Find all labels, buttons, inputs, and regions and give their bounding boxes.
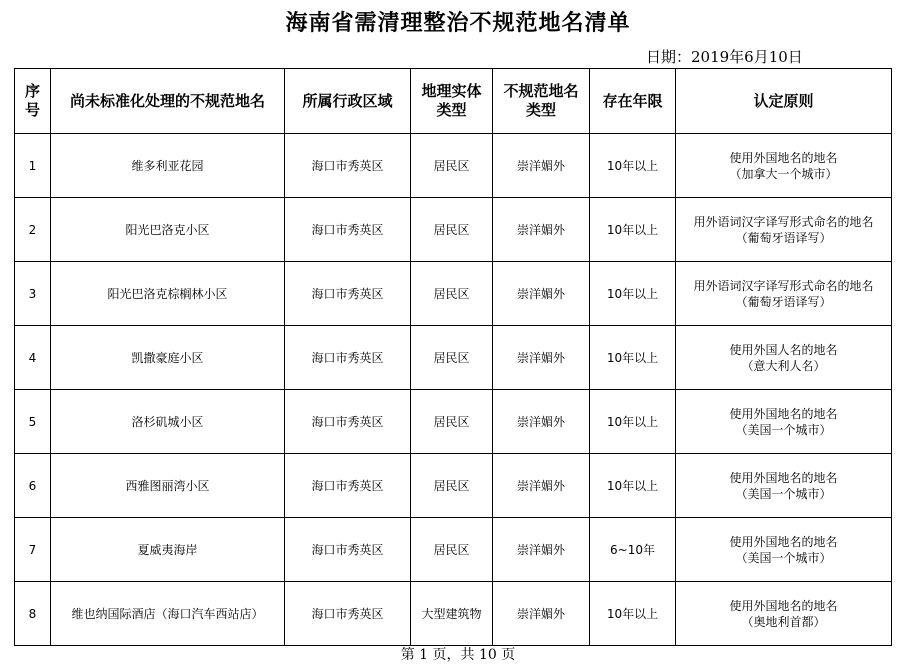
principle-note: （加拿大一个城市） bbox=[729, 166, 838, 181]
cell-place-name: 阳光巴洛克小区 bbox=[51, 198, 285, 262]
cell-geo-type: 居民区 bbox=[411, 326, 493, 390]
cell-region: 海口市秀英区 bbox=[285, 198, 411, 262]
principle-text: 用外语词汉字译写形式命名的地名 bbox=[693, 278, 874, 293]
cell-geo-type: 居民区 bbox=[411, 198, 493, 262]
cell-region: 海口市秀英区 bbox=[285, 390, 411, 454]
cell-principle bbox=[676, 454, 892, 518]
cell-region: 海口市秀英区 bbox=[285, 134, 411, 198]
table-row bbox=[15, 454, 892, 518]
principle-text: 使用外国人名的地名 bbox=[729, 342, 838, 357]
header-irregular-type: 不规范地名 类型 bbox=[493, 69, 590, 134]
cell-years: 10年以上 bbox=[590, 198, 676, 262]
cell-seq: 6 bbox=[15, 454, 51, 518]
place-name-table bbox=[14, 68, 892, 646]
principle-note: （美国一个城市） bbox=[735, 550, 832, 565]
cell-place-name: 维多利亚花园 bbox=[51, 134, 285, 198]
cell-principle bbox=[676, 198, 892, 262]
principle-text: 使用外国地名的地名 bbox=[729, 406, 838, 421]
header-name: 尚未标准化处理的不规范地名 bbox=[51, 69, 285, 134]
cell-region: 海口市秀英区 bbox=[285, 518, 411, 582]
cell-region: 海口市秀英区 bbox=[285, 326, 411, 390]
cell-geo-type: 大型建筑物 bbox=[411, 582, 493, 646]
cell-geo-type: 居民区 bbox=[411, 390, 493, 454]
cell-seq: 8 bbox=[15, 582, 51, 646]
cell-irregular-type: 崇洋媚外 bbox=[493, 326, 590, 390]
cell-place-name: 凯撒豪庭小区 bbox=[51, 326, 285, 390]
cell-seq: 5 bbox=[15, 390, 51, 454]
cell-principle bbox=[676, 326, 892, 390]
table-header-row bbox=[15, 69, 892, 134]
cell-region: 海口市秀英区 bbox=[285, 262, 411, 326]
table-row bbox=[15, 518, 892, 582]
principle-text: 使用外国地名的地名 bbox=[729, 598, 838, 613]
cell-geo-type: 居民区 bbox=[411, 518, 493, 582]
cell-irregular-type: 崇洋媚外 bbox=[493, 198, 590, 262]
cell-years: 10年以上 bbox=[590, 134, 676, 198]
principle-text: 使用外国地名的地名 bbox=[729, 470, 838, 485]
cell-seq: 3 bbox=[15, 262, 51, 326]
cell-irregular-type: 崇洋媚外 bbox=[493, 454, 590, 518]
document-date: 日期：2019年6月10日 bbox=[646, 48, 803, 66]
cell-region: 海口市秀英区 bbox=[285, 454, 411, 518]
cell-years: 10年以上 bbox=[590, 326, 676, 390]
principle-note: （美国一个城市） bbox=[735, 422, 832, 437]
cell-irregular-type: 崇洋媚外 bbox=[493, 390, 590, 454]
cell-years: 10年以上 bbox=[590, 262, 676, 326]
cell-region: 海口市秀英区 bbox=[285, 582, 411, 646]
page-footer: 第 1 页，共 10 页 bbox=[400, 647, 516, 663]
cell-irregular-type: 崇洋媚外 bbox=[493, 582, 590, 646]
header-region: 所属行政区域 bbox=[285, 69, 411, 134]
principle-note: （美国一个城市） bbox=[735, 486, 832, 501]
table-row bbox=[15, 326, 892, 390]
cell-years: 6~10年 bbox=[590, 518, 676, 582]
cell-seq: 4 bbox=[15, 326, 51, 390]
cell-place-name: 西雅图丽湾小区 bbox=[51, 454, 285, 518]
cell-geo-type: 居民区 bbox=[411, 262, 493, 326]
cell-place-name: 洛杉矶城小区 bbox=[51, 390, 285, 454]
table-row bbox=[15, 390, 892, 454]
table-row bbox=[15, 582, 892, 646]
cell-geo-type: 居民区 bbox=[411, 134, 493, 198]
cell-seq: 2 bbox=[15, 198, 51, 262]
cell-irregular-type: 崇洋媚外 bbox=[493, 134, 590, 198]
principle-text: 使用外国地名的地名 bbox=[729, 150, 838, 165]
cell-principle bbox=[676, 134, 892, 198]
principle-note: （意大利人名） bbox=[741, 358, 826, 373]
header-seq: 序 号 bbox=[15, 69, 51, 134]
cell-principle bbox=[676, 390, 892, 454]
table-row bbox=[15, 198, 892, 262]
cell-years: 10年以上 bbox=[590, 454, 676, 518]
principle-text: 使用外国地名的地名 bbox=[729, 534, 838, 549]
principle-note: （葡萄牙语译写） bbox=[735, 294, 832, 309]
cell-principle bbox=[676, 582, 892, 646]
principle-note: （葡萄牙语译写） bbox=[735, 230, 832, 245]
document-title: 海南省需清理整治不规范地名清单 bbox=[285, 11, 631, 36]
cell-place-name: 维也纳国际酒店（海口汽车西站店） bbox=[51, 582, 285, 646]
cell-years: 10年以上 bbox=[590, 582, 676, 646]
cell-geo-type: 居民区 bbox=[411, 454, 493, 518]
cell-place-name: 阳光巴洛克棕榈林小区 bbox=[51, 262, 285, 326]
header-geo-type: 地理实体 类型 bbox=[411, 69, 493, 134]
header-principle: 认定原则 bbox=[676, 69, 892, 134]
cell-seq: 1 bbox=[15, 134, 51, 198]
header-years: 存在年限 bbox=[590, 69, 676, 134]
cell-years: 10年以上 bbox=[590, 390, 676, 454]
cell-principle bbox=[676, 518, 892, 582]
cell-place-name: 夏威夷海岸 bbox=[51, 518, 285, 582]
principle-text: 用外语词汉字译写形式命名的地名 bbox=[693, 214, 874, 229]
cell-seq: 7 bbox=[15, 518, 51, 582]
cell-irregular-type: 崇洋媚外 bbox=[493, 518, 590, 582]
table-row bbox=[15, 134, 892, 198]
principle-note: （奥地利首都） bbox=[741, 614, 826, 629]
cell-principle bbox=[676, 262, 892, 326]
table-row bbox=[15, 262, 892, 326]
cell-irregular-type: 崇洋媚外 bbox=[493, 262, 590, 326]
